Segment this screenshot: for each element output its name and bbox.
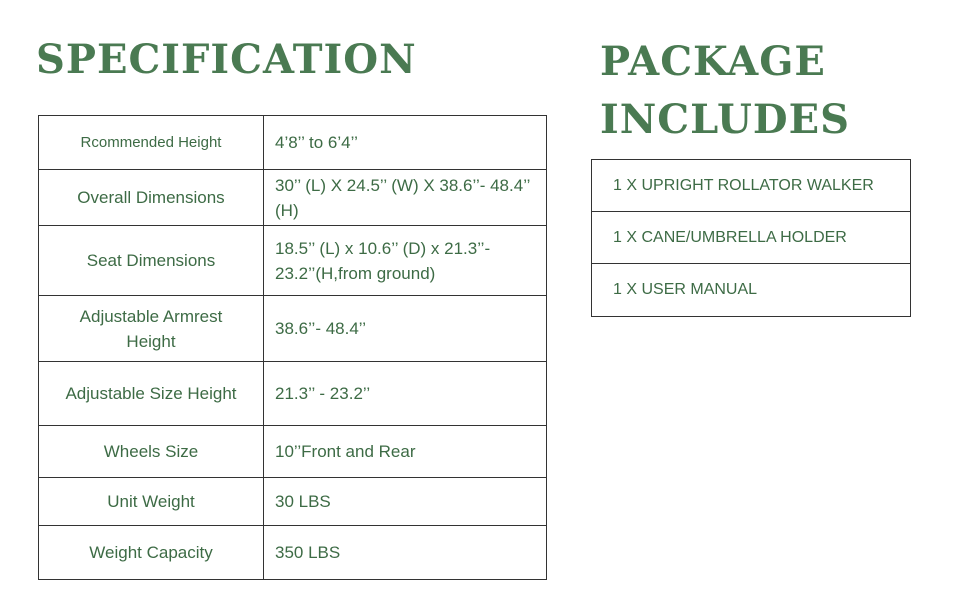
package-item xyxy=(592,212,911,264)
spec-label: Adjustable Armrest Height xyxy=(39,296,264,362)
specification-title: SPECIFICATION xyxy=(36,36,417,83)
spec-row-seat-dimensions xyxy=(39,226,547,296)
package-item-label: 1 X CANE/UMBRELLA HOLDER xyxy=(592,212,911,264)
spec-row-armrest-height xyxy=(39,296,547,362)
spec-value: 18.5’’ (L) x 10.6’’ (D) x 21.3’’- 23.2’’(H,from ground) xyxy=(264,226,547,296)
spec-value: 4’8’’ to 6’4’’ xyxy=(264,116,547,170)
specification-table xyxy=(38,115,547,580)
spec-label: Rcommended Height xyxy=(39,116,264,170)
spec-label: Weight Capacity xyxy=(39,526,264,580)
spec-label: Adjustable Size Height xyxy=(39,362,264,426)
spec-row-weight-capacity xyxy=(39,526,547,580)
spec-label: Overall Dimensions xyxy=(39,170,264,226)
package-title-line2: INCLUDES xyxy=(600,96,850,143)
spec-label: Seat Dimensions xyxy=(39,226,264,296)
spec-value: 38.6’’- 48.4’’ xyxy=(264,296,547,362)
spec-row-wheels-size xyxy=(39,426,547,478)
spec-value: 30’’ (L) X 24.5’’ (W) X 38.6’’- 48.4’’ (H) xyxy=(264,170,547,226)
package-item xyxy=(592,264,911,317)
spec-value: 21.3’’ - 23.2’’ xyxy=(264,362,547,426)
spec-value: 30 LBS xyxy=(264,478,547,526)
package-item-label: 1 X UPRIGHT ROLLATOR WALKER xyxy=(592,160,911,212)
spec-row-size-height xyxy=(39,362,547,426)
package-item xyxy=(592,160,911,212)
spec-value: 350 LBS xyxy=(264,526,547,580)
spec-row-recommended-height xyxy=(39,116,547,170)
spec-label: Unit Weight xyxy=(39,478,264,526)
package-item-label: 1 X USER MANUAL xyxy=(592,264,911,317)
package-title-line1: PACKAGE xyxy=(600,38,826,85)
spec-value: 10’’Front and Rear xyxy=(264,426,547,478)
spec-label: Wheels Size xyxy=(39,426,264,478)
spec-row-overall-dimensions xyxy=(39,170,547,226)
package-table xyxy=(591,159,911,317)
spec-row-unit-weight xyxy=(39,478,547,526)
